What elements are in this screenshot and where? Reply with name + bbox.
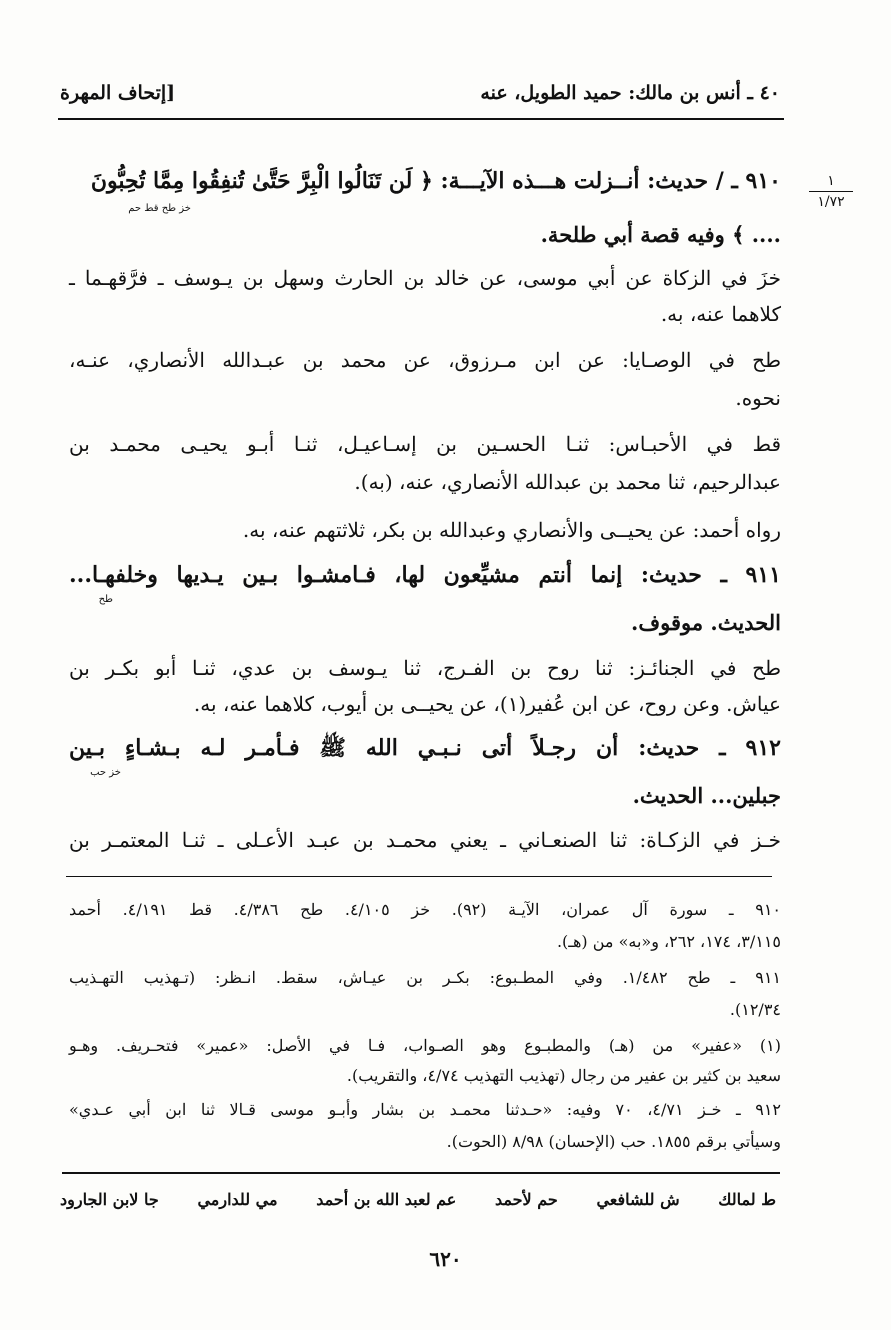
legend-item: جا لابن الجارود (60, 1190, 159, 1209)
header-rule (58, 118, 784, 120)
hadith-912-p1: خـز في الزكـاة: ثنا الصنعـاني ـ يعني محمـد بن عبـد الأعـلى ـ ثنـا المعتمـر بن (69, 828, 781, 852)
running-header (60, 82, 780, 112)
legend-item: حم لأحمد (495, 1190, 558, 1209)
footnote-910-l1: ٩١٠ ـ سورة آل عمران، الآيـة (٩٢). خز ٤/١٠٥. طح ٤/٣٨٦. قط ٤/١٩١. أحمد (69, 900, 782, 919)
footnote-912-l2: وسيأتي برقم ١٨٥٥. حب (الإحسان) ٨/٩٨ (الحوت). (446, 1132, 781, 1151)
hadith-911-sources: طح (98, 594, 113, 605)
margin-note (809, 173, 853, 210)
abbreviation-legend (60, 1190, 776, 1209)
header-book-title: [إتحاف المهرة (60, 82, 176, 104)
hadith-910-p2-l1: طح في الوصـايا: عن ابن مـرزوق، عن محمد بن عبـدالله الأنصاري، عنـه، (69, 348, 781, 372)
margin-note-rule (809, 191, 853, 192)
hadith-911-p1-l1: طح في الجنائـز: ثنا روح بن الفـرج، ثنا يـوسف بن عدي، ثنـا أبو بكـر بن (69, 656, 781, 680)
margin-note-top: ١ (827, 173, 835, 189)
footnote-912-l1: ٩١٢ ـ خـز ٤/٧١، ٧٠ وفيه: «حـدثنا محمـد بن بشار وأبـو موسى قـالا ثنا ابن أبي عـدي» (69, 1100, 782, 1119)
hadith-911-cont: الحديث. موقوف. (631, 610, 781, 635)
footnote-rule (66, 876, 772, 877)
hadith-910-sources: خز طح قط حم (128, 203, 191, 214)
hadith-910-title: ٩١٠ ـ / حديث: أنــزلت هـــذه الآيـــة: ﴿ لَن تَنَالُوا الْبِرَّ حَتَّىٰ تُنفِقُوا مِمَّا تُحِبُّونَ (90, 168, 781, 194)
legend-item: ط لمالك (718, 1190, 776, 1209)
footnote-911-l1: ٩١١ ـ طح ١/٤٨٢. وفي المطـبوع: بكـر بن عيـاش، سقط. انـظر: (تـهذيب التهـذيب (69, 968, 781, 987)
hadith-910-p3-l2: عبدالرحيم، ثنا محمد بن عبدالله الأنصاري، عنه، (به). (354, 470, 781, 494)
footnote-911-l2: ١٢/٣٤). (729, 1000, 781, 1019)
legend-item: ش للشافعي (596, 1190, 680, 1209)
hadith-910-cont: .... ﴾ وفيه قصة أبي طلحة. (540, 222, 781, 247)
legend-rule (62, 1172, 780, 1174)
hadith-912-sources: خز حب (90, 767, 121, 778)
hadith-912-cont: جبلين... الحديث. (632, 783, 781, 808)
footnote-910-l2: ٣/١١٥، ١٧٤، ٢٦٢، و«به» من (هـ). (556, 932, 781, 951)
hadith-911-p1-l2: عياش. وعن روح، عن ابن عُفير(١)، عن يحيــى بن أيوب، كلاهما عنه، به. (193, 692, 781, 716)
hadith-910-p1-l1: خزَ في الزكاة عن أبي موسى، عن خالد بن الحارث وسهل بن يـوسف ـ فرَّقهـما ـ (69, 266, 782, 290)
legend-item: مي للدارمي (197, 1190, 278, 1209)
page-number: ٦٢٠ (429, 1247, 462, 1271)
footnote-1-l2: سعيد بن كثير بن عفير من رجال (تهذيب التهذيب ٤/٧٤، والتقريب). (346, 1066, 781, 1085)
hadith-911-title: ٩١١ ـ حديث: إنما أنتم مشيِّعون لها، فـامشـوا بـين يـديها وخلفهـا... (69, 562, 781, 588)
legend-item: عم لعبد الله بن أحمد (316, 1190, 457, 1209)
hadith-912-title: ٩١٢ ـ حديث: أن رجـلاً أتى نـبـي الله ﷺ فـأمـر لـه بـشـاءٍ بـين (69, 735, 781, 761)
footnote-1-l1: (١) «عفير» من (هـ) والمطبـوع وهو الصـواب، فـا في الأصل: «عمير» فتحـريف. وهـو (69, 1036, 781, 1055)
hadith-910-p1-l2: كلاهما عنه، به. (660, 302, 781, 326)
hadith-910-p3-l1: قط في الأحبـاس: ثنـا الحسـين بن إسـاعيـل، ثنـا أبـو يحيـى محمـد بن (69, 432, 781, 456)
header-chapter-title: ٤٠ ـ أنس بن مالك: حميد الطويل، عنه (480, 82, 780, 104)
hadith-910-p2-l2: نحوه. (735, 386, 781, 410)
hadith-910-p4: رواه أحمد: عن يحيــى والأنصاري وعبدالله بن بكر، ثلاثتهم عنه، به. (242, 518, 781, 542)
margin-note-bottom: ١/٧٢ (817, 194, 845, 210)
